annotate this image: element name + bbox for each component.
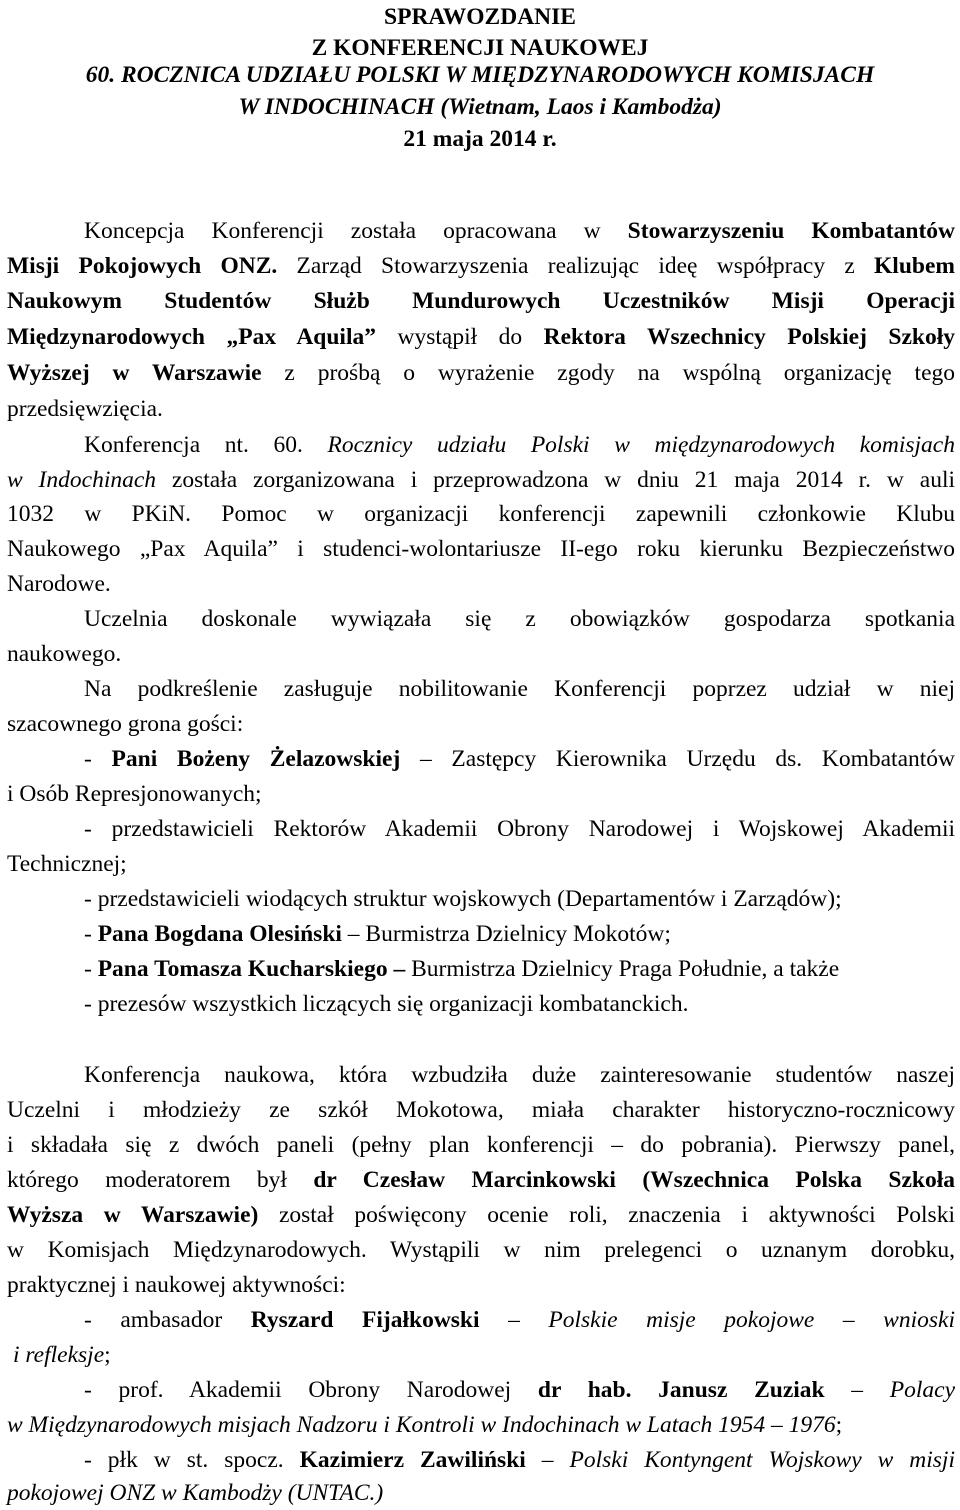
club-name: Naukowym Studentów Służb Mundurowych Uczestników Misji Operacji: [7, 288, 955, 314]
dash: –: [525, 1447, 570, 1473]
guest-role: – Burmistrza Dzielnicy Mokotów;: [341, 921, 671, 947]
talk-title: Polskie misje pokojowe – wnioski: [548, 1307, 955, 1333]
dash: –: [479, 1307, 549, 1333]
paragraph-1-line-6: przedsięwzięcia.: [7, 396, 163, 422]
paragraph-5-line-1: Konferencja naukowa, która wzbudziła duże zainteresowanie studentów naszej: [84, 1062, 955, 1088]
paragraph-5-line-7: praktycznej i naukowej aktywności:: [7, 1272, 346, 1298]
text: Konferencja nt. 60.: [84, 432, 328, 458]
list-dash: -: [84, 921, 98, 947]
guest-name: Pana Tomasza Kucharskiego –: [97, 956, 406, 982]
speaker-name: Kazimierz Zawiliński: [299, 1447, 526, 1473]
talk-title: Polacy: [889, 1377, 956, 1403]
text: została zorganizowana i przeprowadzona w dniu 21 maja 2014 r. w auli: [156, 467, 956, 493]
guest-item-1: [84, 742, 955, 776]
org-name: Misji Pokojowych ONZ.: [7, 253, 278, 279]
org-name: Stowarzyszeniu Kombatantów: [627, 218, 955, 244]
paragraph-2-line-1: [84, 428, 955, 462]
conference-topic: w Indochinach: [7, 467, 157, 493]
text: Zarząd Stowarzyszenia realizując ideę współpracy z: [277, 253, 875, 279]
talk-title: pokojowej ONZ w Kambodży (UNTAC.): [7, 1480, 384, 1506]
punct: ;: [835, 1412, 843, 1438]
moderator-name: dr Czesław Marcinkowski (Wszechnica Polska Szkoła: [313, 1167, 955, 1193]
paragraph-1-line-1: [84, 214, 955, 248]
guest-item-3: - przedstawicieli wiodących struktur wojskowych (Departamentów i Zarządów);: [84, 886, 842, 912]
guest-item-2: - przedstawicieli Rektorów Akademii Obrony Narodowej i Wojskowej Akademii: [84, 816, 955, 842]
conference-topic: Rocznicy udziału Polski w międzynarodowych komisjach: [327, 432, 955, 458]
guest-role: – Zastępcy Kierownika Urzędu ds. Kombatantów: [400, 746, 956, 772]
paragraph-5-line-5: [7, 1198, 955, 1232]
text: z prośbą o wyrażenie zgody na wspólną organizację tego: [261, 360, 955, 386]
guest-item-1-cont: i Osób Represjonowanych;: [7, 781, 262, 807]
conference-title-cont: W INDOCHINACH (Wietnam, Laos i Kambodża): [238, 94, 722, 120]
talk-title: w Międzynarodowych misjach Nadzoru i Kontroli w Indochinach w Latach 1954 – 1976: [7, 1412, 836, 1438]
conference-date: 21 maja 2014 r.: [403, 126, 557, 152]
guest-role: Burmistrza Dzielnicy Praga Południe, a także: [405, 956, 840, 982]
text: został poświęcony ocenie roli, znaczenia i aktywności Polski: [258, 1202, 955, 1228]
speaker-item-3-cont: [7, 1476, 955, 1510]
text: wystąpił do: [376, 324, 544, 350]
guest-name: Pana Bogdana Olesiński: [97, 921, 342, 947]
speaker-item-1: [84, 1303, 955, 1337]
paragraph-5-line-6: w Komisjach Międzynarodowych. Wystąpili w nim prelegenci o uznanym dorobku,: [7, 1237, 955, 1263]
paragraph-1-line-4: [7, 320, 955, 354]
club-name: Międzynarodowych „Pax Aquila”: [7, 324, 376, 350]
report-subtitle: Z KONFERENCJI NAUKOWEJ: [311, 35, 649, 61]
paragraph-3-line-1: Uczelnia doskonale wywiązała się z obowiązków gospodarza spotkania: [84, 606, 955, 632]
paragraph-2-line-3: 1032 w PKiN. Pomoc w organizacji konferencji zapewnili członkowie Klubu: [7, 501, 955, 527]
rector-name: Rektora Wszechnicy Polskiej Szkoły: [543, 324, 955, 350]
speaker-title: - płk w st. spocz.: [84, 1447, 300, 1473]
space: [631, 1377, 658, 1403]
speaker-degree: dr hab.: [537, 1377, 632, 1403]
paragraph-3-line-2: naukowego.: [7, 641, 122, 667]
speaker-item-2-cont: [7, 1408, 955, 1442]
guest-item-6: - prezesów wszystkich liczących się organizacji kombatanckich.: [84, 991, 689, 1017]
list-dash: -: [84, 956, 98, 982]
speaker-name: Janusz Zuziak: [658, 1377, 825, 1403]
paragraph-4-line-1: Na podkreślenie zasługuje nobilitowanie Konferencji poprzez udział w niej: [84, 676, 955, 702]
paragraph-1-line-5: [7, 356, 955, 390]
guest-name: Pani Bożeny Żelazowskiej: [111, 746, 401, 772]
punct: ;: [104, 1342, 111, 1368]
paragraph-5-line-4: [7, 1163, 955, 1197]
paragraph-4-line-2: szacownego grona gości:: [7, 711, 244, 737]
text: Koncepcja Konferencji została opracowana w: [84, 218, 628, 244]
talk-title: Polski Kontyngent Wojskowy w misji: [569, 1447, 955, 1473]
speaker-item-1-cont: [13, 1338, 955, 1372]
guest-item-4: [84, 917, 955, 951]
dash: –: [824, 1377, 890, 1403]
paragraph-5-line-2: Uczelni i młodzieży ze szkół Mokotowa, miała charakter historyczno-rocznicowy: [7, 1097, 955, 1123]
talk-title: i refleksje: [13, 1342, 105, 1368]
speaker-title: - ambasador: [84, 1307, 251, 1333]
speaker-title: - prof. Akademii Obrony Narodowej: [84, 1377, 538, 1403]
list-dash: -: [84, 746, 112, 772]
paragraph-5-line-3: i składała się z dwóch paneli (pełny plan konferencji – do pobrania). Pierwszy panel,: [7, 1132, 955, 1158]
club-name: Klubem: [874, 253, 955, 279]
paragraph-2-line-4: Naukowego „Pax Aquila” i studenci-wolontariusze II-ego roku kierunku Bezpieczeństwo: [7, 536, 955, 562]
guest-item-5: [84, 952, 955, 986]
text: którego moderatorem był: [7, 1167, 314, 1193]
paragraph-2-line-5: Narodowe.: [7, 571, 111, 597]
speaker-item-3: [84, 1443, 955, 1477]
report-title: SPRAWOZDANIE: [384, 4, 576, 30]
school-name: Wyższej w Warszawie: [7, 360, 262, 386]
school-name: Wyższa w Warszawie): [7, 1202, 259, 1228]
guest-item-2-cont: Technicznej;: [7, 851, 127, 877]
speaker-name: Ryszard Fijałkowski: [250, 1307, 480, 1333]
paragraph-2-line-2: [7, 463, 955, 497]
speaker-item-2: [84, 1373, 955, 1407]
conference-title: 60. ROCZNICA UDZIAŁU POLSKI W MIĘDZYNARODOWYCH KOMISJACH: [85, 62, 875, 88]
paragraph-1-line-3: [7, 284, 955, 318]
paragraph-1-line-2: [7, 249, 955, 283]
